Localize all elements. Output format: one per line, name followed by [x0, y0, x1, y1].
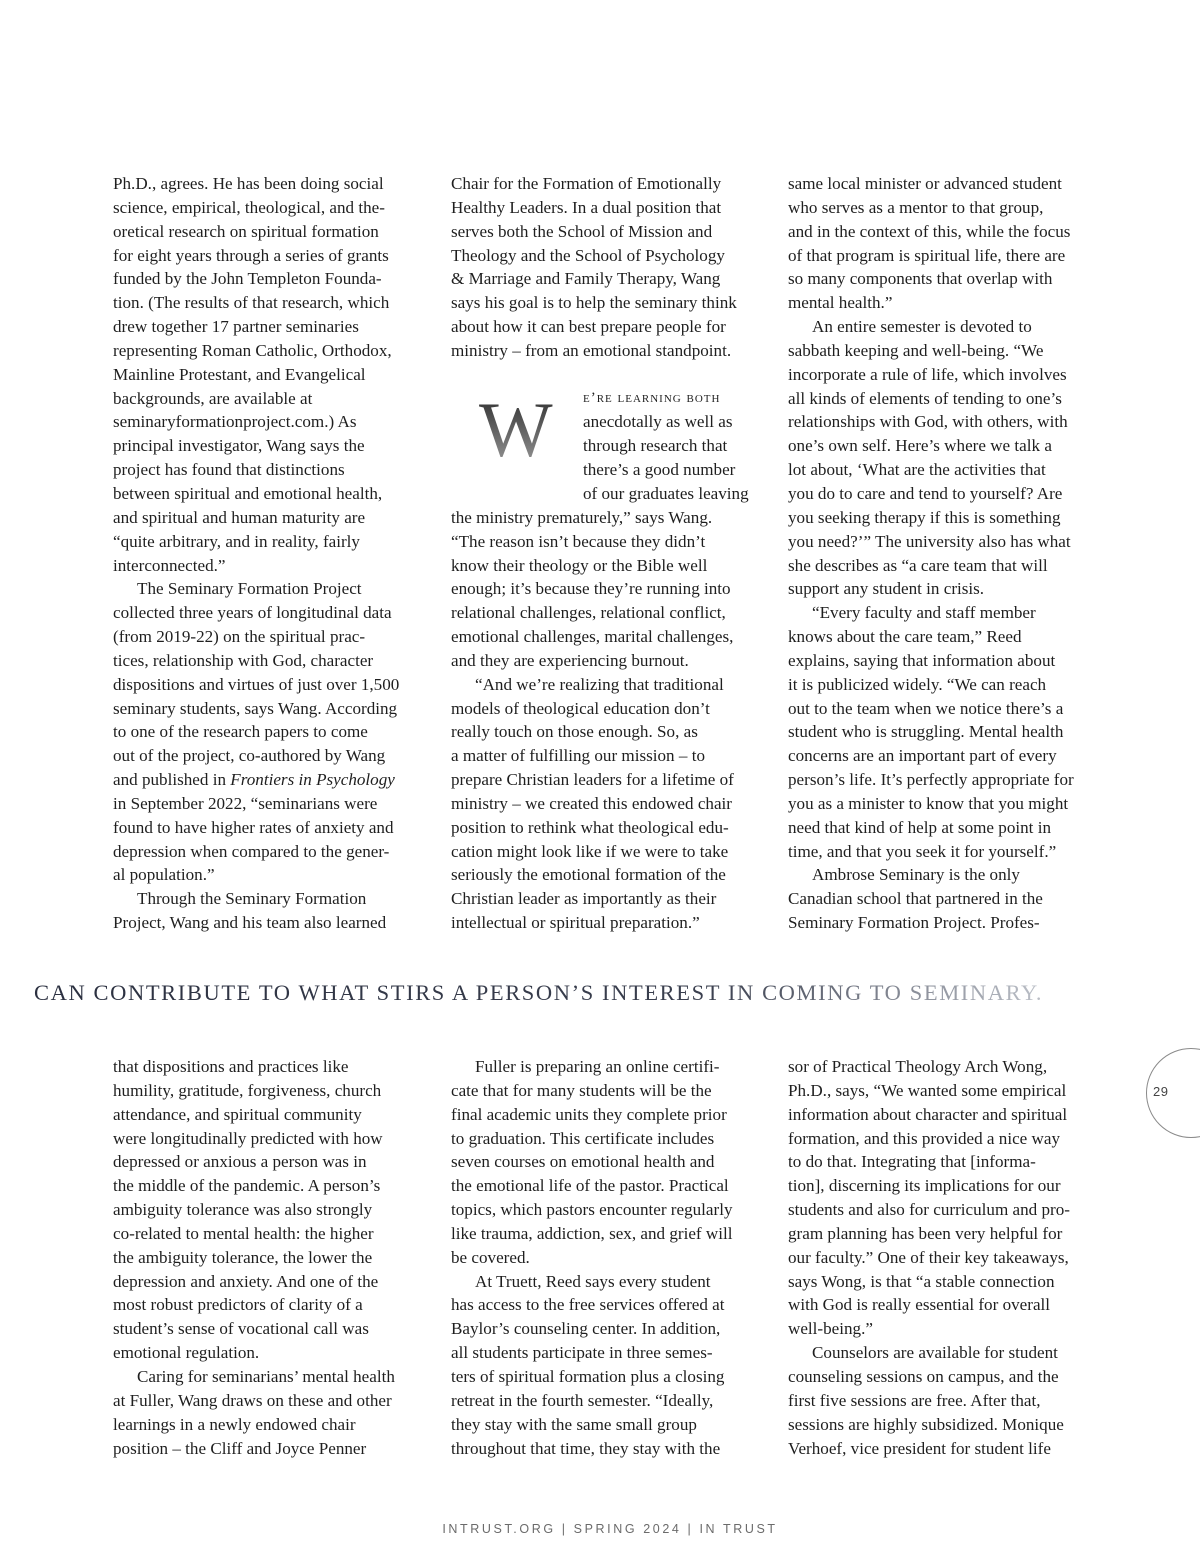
- text-line: really touch on those enough. So, as: [451, 722, 698, 742]
- drop-cap-letter: W: [479, 385, 553, 473]
- article-column-top-2: [451, 172, 771, 935]
- text-line: Baylor’s counseling center. In addition,: [451, 1319, 721, 1339]
- text-line: of our graduates leaving: [583, 483, 749, 503]
- text-line: tices, relationship with God, character: [113, 650, 374, 670]
- text-line: time, and that you seek it for yourself.”: [788, 841, 1057, 861]
- text-line: our faculty.” One of their key takeaways,: [788, 1247, 1069, 1267]
- text-line: sor of Practical Theology Arch Wong,: [788, 1057, 1048, 1076]
- text-line: be covered.: [451, 1247, 530, 1267]
- text-line: attendance, and spiritual community: [113, 1104, 362, 1124]
- text-line: explains, saying that information about: [788, 650, 1056, 670]
- text-line: final academic units they complete prior: [451, 1104, 727, 1124]
- text-line: to one of the research papers to come: [113, 722, 368, 742]
- text-line: in September 2022, “seminarians were: [113, 793, 378, 813]
- text-line: and in the context of this, while the focus: [788, 221, 1071, 241]
- text-line: Verhoef, vice president for student life: [788, 1438, 1051, 1458]
- text-line: position to rethink what theological edu-: [451, 817, 729, 837]
- text-line: co-related to mental health: the higher: [113, 1223, 374, 1243]
- text-line: Through the Seminary Formation: [137, 889, 367, 909]
- text-line: and spiritual and human maturity are: [113, 507, 366, 527]
- text-line: models of theological education don’t: [451, 698, 710, 718]
- text-line: science, empirical, theological, and the-: [113, 197, 385, 217]
- text-line: and published in Frontiers in Psychology: [113, 770, 395, 790]
- text-line: The Seminary Formation Project: [137, 579, 362, 599]
- text-line: with God is really essential for overall: [788, 1295, 1051, 1315]
- text-line: ters of spiritual formation plus a closing: [451, 1366, 725, 1386]
- text-line: project has found that distinctions: [113, 460, 345, 480]
- text-line: emotional regulation.: [113, 1343, 260, 1363]
- page-footer: INTRUST.ORG | SPRING 2024 | IN TRUST: [442, 1522, 778, 1536]
- text-line: seminaryformationproject.com.) As: [113, 412, 357, 432]
- text-line: prepare Christian leaders for a lifetime of: [451, 770, 734, 790]
- text-line: students and also for curriculum and pro-: [788, 1200, 1070, 1220]
- text-line: out of the project, co-authored by Wang: [113, 746, 386, 766]
- text-line: retreat in the fourth semester. “Ideally,: [451, 1390, 714, 1410]
- text-line: learnings in a newly endowed chair: [113, 1414, 356, 1434]
- text-line: sabbath keeping and well-being. “We: [788, 340, 1044, 360]
- text-line: & Marriage and Family Therapy, Wang: [451, 269, 721, 289]
- article-column-top-3: [788, 172, 1108, 935]
- article-column-bottom-2: [451, 1055, 771, 1460]
- text-line: lot about, ‘What are the activities that: [788, 460, 1046, 480]
- text-line: of that program is spiritual life, there are: [788, 245, 1066, 265]
- text-line: cate that for many students will be the: [451, 1080, 712, 1100]
- text-line: same local minister or advanced student: [788, 174, 1062, 193]
- text-line: “quite arbitrary, and in reality, fairly: [113, 531, 360, 551]
- text-line: at Fuller, Wang draws on these and other: [113, 1390, 392, 1410]
- text-line: tion. (The results of that research, which: [113, 293, 390, 313]
- text-line: tion], discerning its implications for our: [788, 1176, 1061, 1196]
- text-line: you as a minister to know that you might: [788, 793, 1069, 813]
- text-line: for eight years through a series of grants: [113, 245, 389, 265]
- text-line: student’s sense of vocational call was: [113, 1319, 369, 1339]
- text-line: humility, gratitude, forgiveness, church: [113, 1080, 382, 1100]
- text-line: you need?’” The university also has what: [788, 531, 1071, 551]
- text-line: anecdotally as well as: [583, 412, 733, 432]
- text-line: there’s a good number: [583, 460, 736, 480]
- text-line: incorporate a rule of life, which involves: [788, 364, 1067, 384]
- text-line: so many components that overlap with: [788, 269, 1053, 289]
- text-line: At Truett, Reed says every student: [475, 1271, 711, 1291]
- text-line: were longitudinally predicted with how: [113, 1128, 383, 1148]
- article-column-bottom-1: [113, 1055, 433, 1460]
- text-line: about how it can best prepare people for: [451, 317, 726, 337]
- text-line: relational challenges, relational conflict,: [451, 603, 726, 623]
- text-line: through research that: [583, 436, 728, 456]
- text-line: Seminary Formation Project. Profes-: [788, 913, 1040, 933]
- text-line: serves both the School of Mission and: [451, 221, 713, 241]
- text-line: she describes as “a care team that will: [788, 555, 1048, 575]
- text-line: a matter of fulfilling our mission – to: [451, 746, 705, 766]
- text-line: well-being.”: [788, 1319, 873, 1339]
- text-line: you seeking therapy if this is something: [788, 507, 1061, 527]
- text-line: one’s own self. Here’s where we talk a: [788, 436, 1052, 456]
- text-line: Fuller is preparing an online certifi-: [475, 1057, 720, 1076]
- article-column-top-1: [113, 172, 433, 935]
- text-line: collected three years of longitudinal data: [113, 603, 392, 623]
- text-line: the ambiguity tolerance, the lower the: [113, 1247, 373, 1267]
- text-line: Chair for the Formation of Emotionally: [451, 174, 722, 193]
- text-line: depression when compared to the gener-: [113, 841, 390, 861]
- text-line: al population.”: [113, 865, 215, 885]
- text-line: like trauma, addiction, sex, and grief will: [451, 1223, 733, 1243]
- text-line: formation, and this provided a nice way: [788, 1128, 1060, 1148]
- drop-cap-paragraph: [451, 387, 771, 506]
- text-line: Project, Wang and his team also learned: [113, 913, 387, 933]
- text-line: Mainline Protestant, and Evangelical: [113, 364, 366, 384]
- text-line: the emotional life of the pastor. Practical: [451, 1176, 729, 1196]
- text-line: Canadian school that partnered in the: [788, 889, 1043, 909]
- text-line: emotional challenges, marital challenges,: [451, 627, 734, 647]
- text-line: topics, which pastors encounter regularly: [451, 1200, 733, 1220]
- text-line: Healthy Leaders. In a dual position that: [451, 197, 722, 217]
- text-line: out to the team when we notice there’s a: [788, 698, 1064, 718]
- text-line: they stay with the same small group: [451, 1414, 697, 1434]
- text-line: mental health.”: [788, 293, 893, 313]
- text-line: information about character and spiritual: [788, 1104, 1068, 1124]
- text-line: oretical research on spiritual formation: [113, 221, 379, 241]
- text-line: backgrounds, are available at: [113, 388, 313, 408]
- article-column-bottom-3: [788, 1055, 1108, 1460]
- text-line: ministry – from an emotional standpoint.: [451, 340, 732, 360]
- text-line: “The reason isn’t because they didn’t: [451, 531, 706, 551]
- text-line: need that kind of help at some point in: [788, 817, 1052, 837]
- text-line: funded by the John Templeton Founda-: [113, 269, 382, 289]
- text-line: has access to the free services offered at: [451, 1295, 725, 1315]
- text-line: between spiritual and emotional health,: [113, 483, 383, 503]
- text-line: that dispositions and practices like: [113, 1057, 349, 1076]
- text-line: principal investigator, Wang says the: [113, 436, 365, 456]
- text-line: to graduation. This certificate includes: [451, 1128, 715, 1148]
- text-line: the ministry prematurely,” says Wang.: [451, 507, 713, 527]
- text-line: says Wong, is that “a stable connection: [788, 1271, 1055, 1291]
- text-line: student who is struggling. Mental health: [788, 722, 1064, 742]
- text-line: ministry – we created this endowed chair: [451, 793, 733, 813]
- text-line: representing Roman Catholic, Orthodox,: [113, 340, 392, 360]
- text-line: position – the Cliff and Joyce Penner: [113, 1438, 367, 1458]
- text-line: interconnected.”: [113, 555, 226, 575]
- text-line: knows about the care team,” Reed: [788, 627, 1022, 647]
- text-line: ambiguity tolerance was also strongly: [113, 1200, 373, 1220]
- text-line: drew together 17 partner seminaries: [113, 317, 359, 337]
- text-line: “Every faculty and staff member: [812, 603, 1036, 623]
- text-line: Christian leader as importantly as their: [451, 889, 717, 909]
- text-line: dispositions and virtues of just over 1,500: [113, 674, 400, 694]
- text-line: enough; it’s because they’re running into: [451, 579, 731, 599]
- text-line: cation might look like if we were to take: [451, 841, 729, 861]
- text-line: (from 2019-22) on the spiritual prac-: [113, 627, 366, 647]
- text-line: throughout that time, they stay with the: [451, 1438, 721, 1458]
- text-line: Ph.D., says, “We wanted some empirical: [788, 1080, 1067, 1100]
- text-line: the middle of the pandemic. A person’s: [113, 1176, 381, 1196]
- text-line: it is publicized widely. “We can reach: [788, 674, 1047, 694]
- text-line: “And we’re realizing that traditional: [475, 674, 724, 694]
- text-line: depressed or anxious a person was in: [113, 1152, 367, 1172]
- text-line: An entire semester is devoted to: [812, 317, 1032, 337]
- text-line: who serves as a mentor to that group,: [788, 197, 1044, 217]
- text-line: you do to care and tend to yourself? Are: [788, 483, 1063, 503]
- text-line: all kinds of elements of tending to one’s: [788, 388, 1062, 408]
- text-line: Ambrose Seminary is the only: [812, 865, 1020, 885]
- text-line: depression and anxiety. And one of the: [113, 1271, 379, 1291]
- text-line: Caring for seminarians’ mental health: [137, 1366, 395, 1386]
- text-line: intellectual or spiritual preparation.”: [451, 913, 700, 933]
- page-number: 29: [1153, 1084, 1169, 1099]
- text-line: Ph.D., agrees. He has been doing social: [113, 174, 384, 193]
- text-line: to do that. Integrating that [informa-: [788, 1152, 1036, 1172]
- text-line: seriously the emotional formation of the: [451, 865, 726, 885]
- text-line: says his goal is to help the seminary think: [451, 293, 737, 313]
- publication-title: Frontiers in Psychology: [230, 770, 395, 790]
- text-line: Theology and the School of Psychology: [451, 245, 725, 265]
- text-line: seminary students, says Wang. According: [113, 698, 398, 718]
- text-line: seven courses on emotional health and: [451, 1152, 715, 1172]
- text-line: know their theology or the Bible well: [451, 555, 708, 575]
- text-line: sessions are highly subsidized. Monique: [788, 1414, 1064, 1434]
- text-line: person’s life. It’s perfectly appropriate for: [788, 770, 1074, 790]
- text-line: Counselors are available for student: [812, 1343, 1058, 1363]
- pull-quote: CAN CONTRIBUTE TO WHAT STIRS A PERSON’S INTEREST IN COMING TO SEMINARY.: [34, 980, 1194, 1006]
- text-line: support any student in crisis.: [788, 579, 985, 599]
- text-line: most robust predictors of clarity of a: [113, 1295, 363, 1315]
- text-line: relationships with God, with others, with: [788, 412, 1068, 432]
- text-line: first five sessions are free. After that,: [788, 1390, 1041, 1410]
- drop-cap-lead-in: e’re learning both: [583, 389, 721, 406]
- text-line: found to have higher rates of anxiety and: [113, 817, 394, 837]
- text-line: concerns are an important part of every: [788, 746, 1057, 766]
- text-line: all students participate in three semes-: [451, 1343, 713, 1363]
- text-line: gram planning has been very helpful for: [788, 1223, 1063, 1243]
- text-line: counseling sessions on campus, and the: [788, 1366, 1059, 1386]
- text-line: and they are experiencing burnout.: [451, 650, 689, 670]
